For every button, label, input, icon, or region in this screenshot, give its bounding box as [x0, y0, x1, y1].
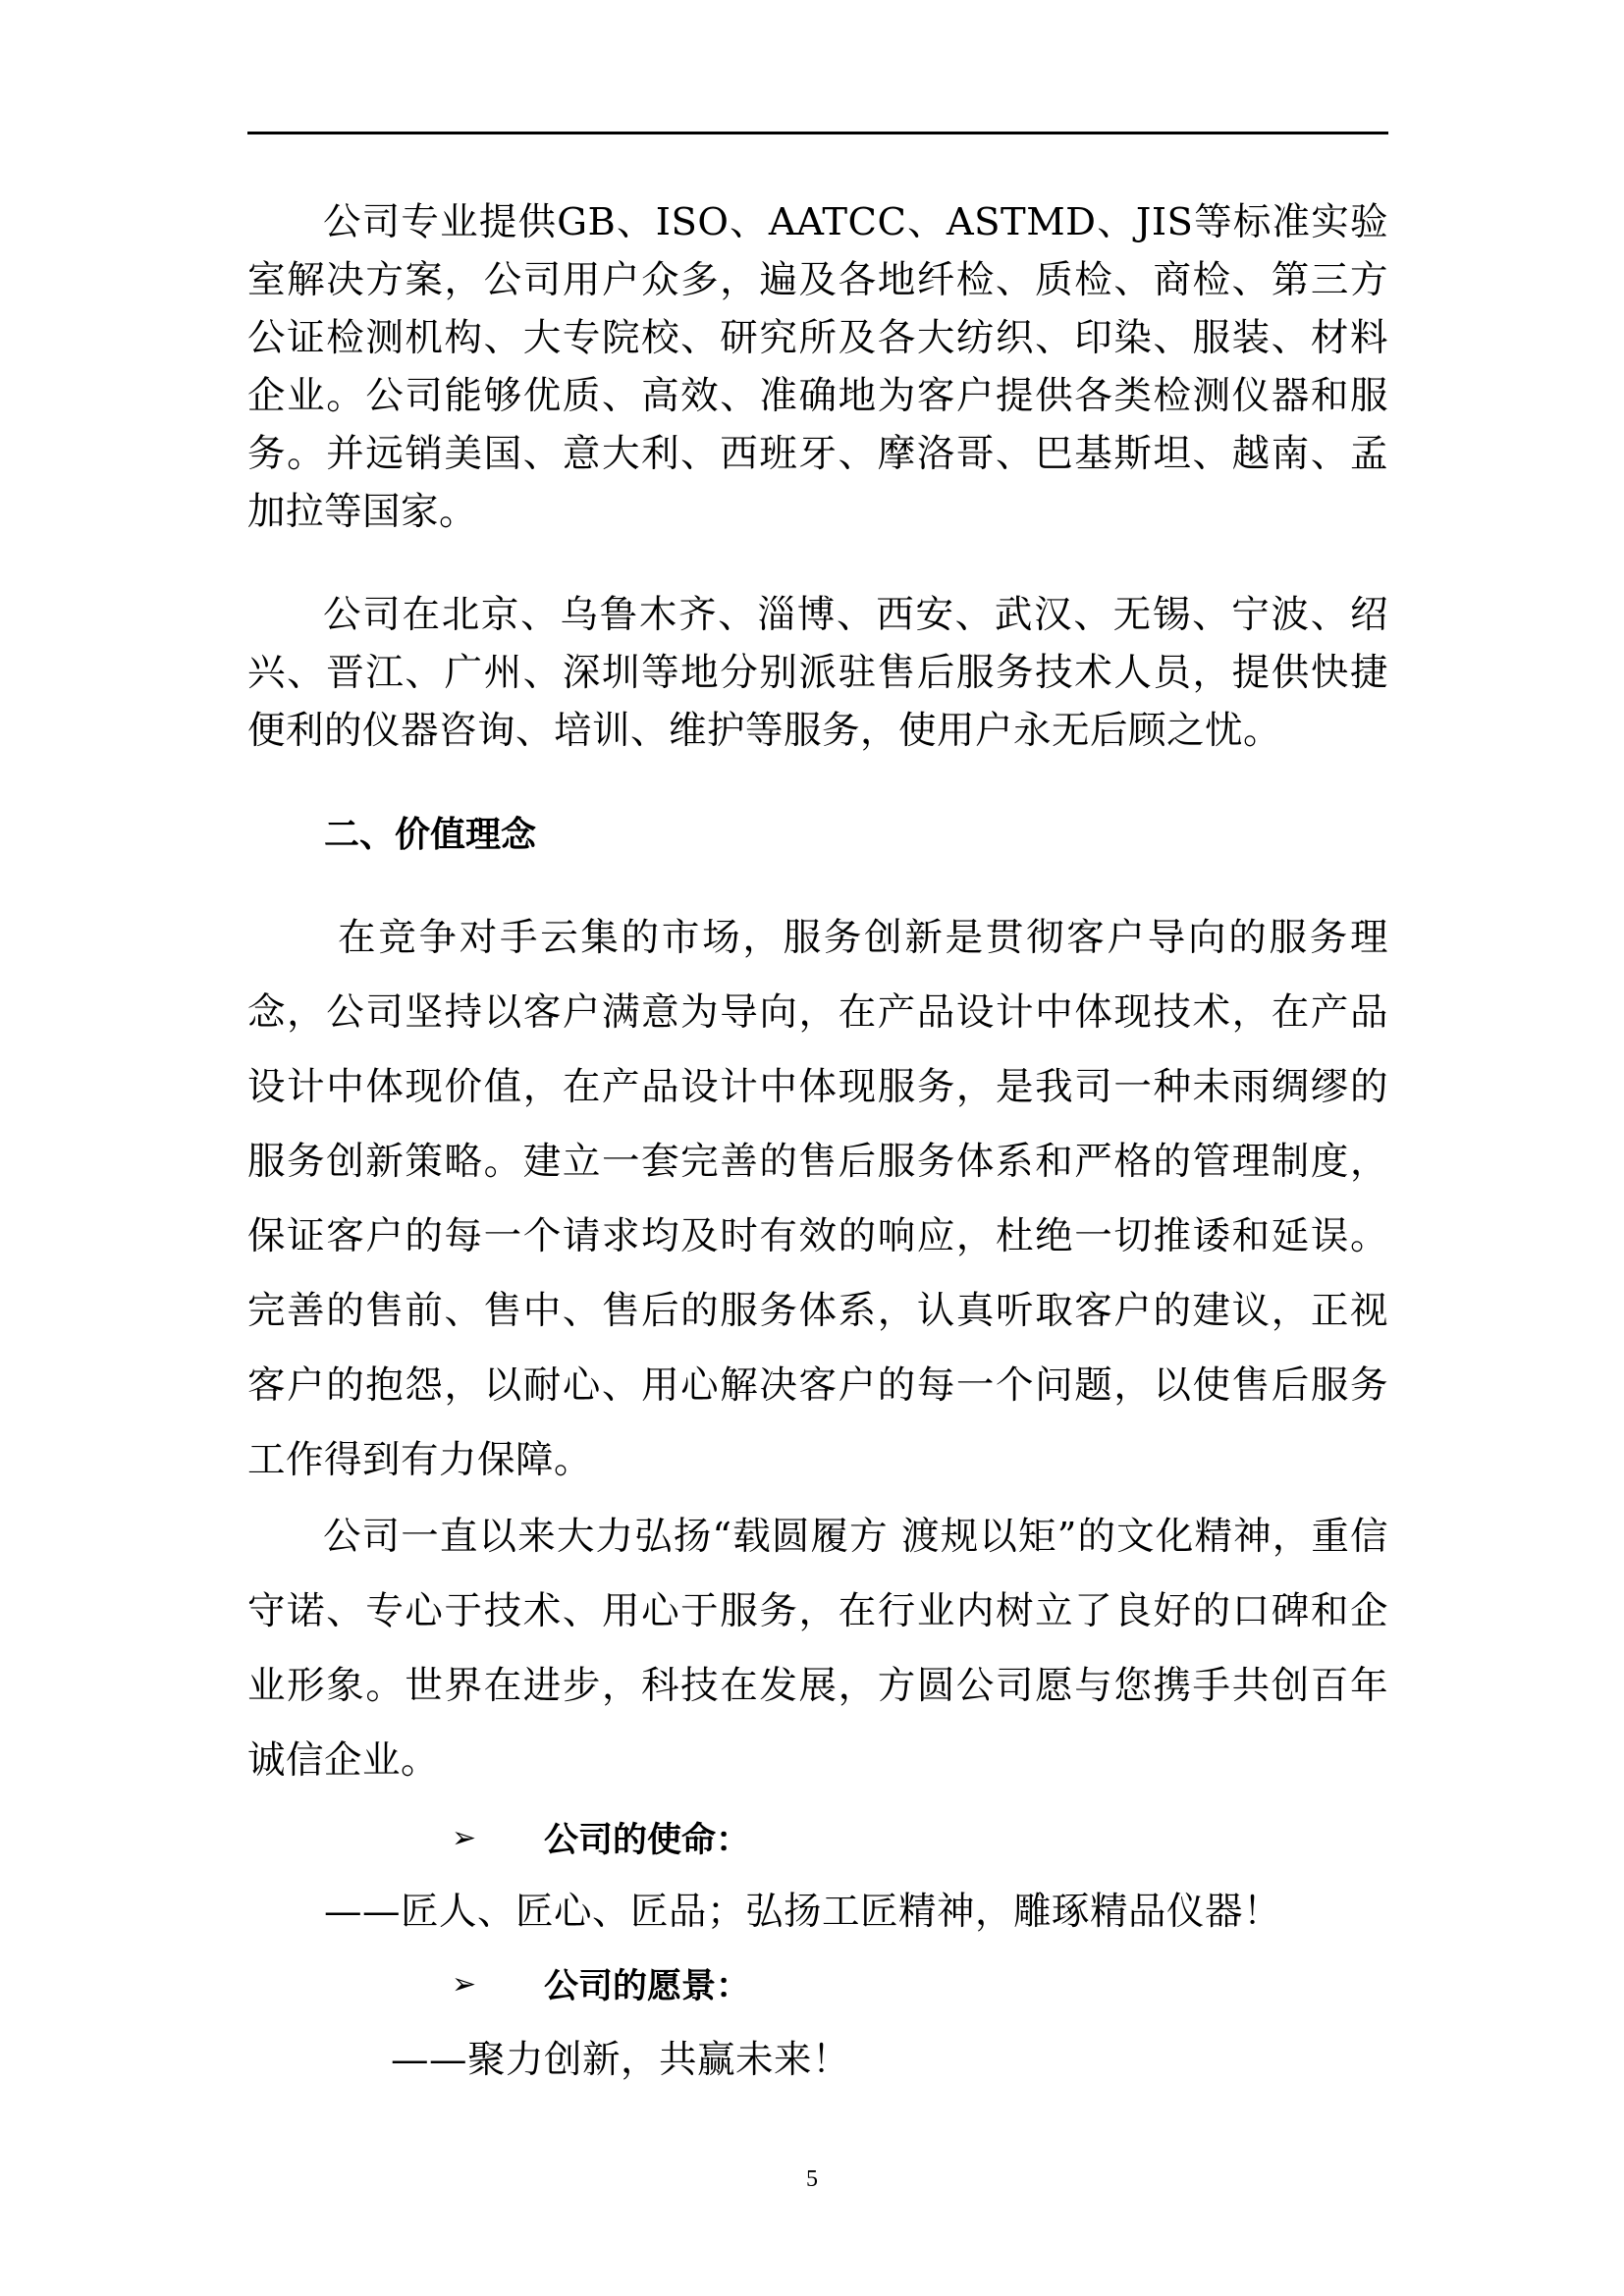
vision-text: ——聚力创新，共赢未来！: [391, 2038, 851, 2082]
paragraph-service-innovation: 在竞争对手云集的市场，服务创新是贯彻客户导向的服务理念，公司坚持以客户满意为导向，在产品设计中体现技术，在产品设计中体现价值，在产品设计中体现服务，是我司一种未雨绸缪的服务创新策略。建立一套完善的售后服务体系和严格的管理制度，保证客户的每一个请求均及时有效的响应，杜绝一切推诿和延误。完善的售前、售中、售后的服务体系，认真听取客户的建议，正视客户的抱怨，以耐心、用心解决客户的每一个问题，以使售后服务工作得到有力保障。: [247, 916, 1388, 1482]
vision-heading: [452, 1954, 750, 2013]
paragraph-service-locations: 公司在北京、乌鲁木齐、淄博、西安、武汉、无锡、宁波、绍兴、晋江、广州、深圳等地分别派驻售后服务技术人员，提供快捷便利的仪器咨询、培训、维护等服务，使用户永无后顾之忧。: [247, 593, 1388, 753]
mission-label: 公司的使命：: [544, 1821, 751, 1860]
section-title-values: 二、价值理念: [324, 815, 537, 855]
mission-text: ——匠人、匠心、匠品；弘扬工匠精神，雕琢精品仪器！: [324, 1890, 1282, 1934]
paragraph-culture-spirit: 公司一直以来大力弘扬“载圆履方 渡规以矩”的文化精神，重信守诺、专心于技术、用心于服务，在行业内树立了良好的口碑和企业形象。世界在进步，科技在发展，方圆公司愿与您携手共创百年诚信企业。: [247, 1515, 1388, 1783]
header-rule: [247, 132, 1388, 134]
paragraph-company-solutions: 公司专业提供GB、ISO、AATCC、ASTMD、JIS等标准实验室解决方案，公司用户众多，遍及各地纤检、质检、商检、第三方公证检测机构、大专院校、研究所及各大纺织、印染、服装、材料企业。公司能够优质、高效、准确地为客户提供各类检测仪器和服务。并远销美国、意大利、西班牙、摩洛哥、巴基斯坦、越南、孟加拉等国家。: [247, 200, 1388, 534]
arrow-bullet-icon: ➢: [452, 1966, 477, 2002]
page-number: 5: [806, 2166, 818, 2192]
mission-heading: [452, 1808, 750, 1867]
arrow-bullet-icon: ➢: [452, 1820, 477, 1855]
vision-label: 公司的愿景：: [544, 1967, 751, 2006]
